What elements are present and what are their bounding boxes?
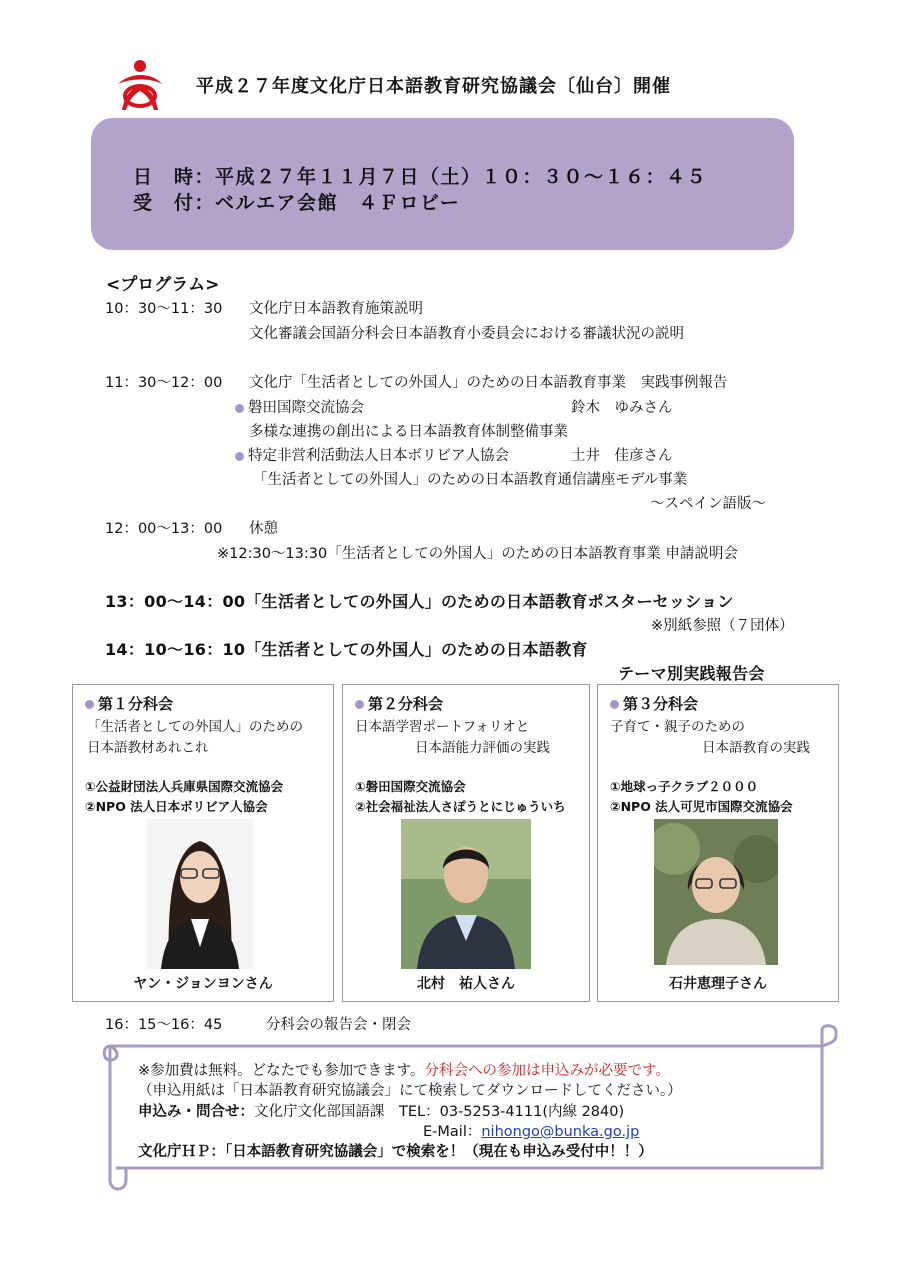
session-time: 16：15～16：45 [105,1017,223,1033]
contact-line: 申込み・問合せ：文化庁文化部国語課 TEL：03-5253-4111(内線 2840) [138,1104,625,1120]
hp-line: 文化庁ＨＰ：「日本語教育研究協議会」で検索を！（現在も申込み受付中！！） [138,1144,653,1160]
breakout-session: 14：10～16：10「生活者としての外国人」のための日本語教育 [105,640,588,659]
session-box-org: ①地球っ子クラブ２０００ [610,779,759,794]
bullet-icon [610,700,619,709]
form-notice: （申込用紙は「日本語教育研究協議会」にて検索してダウンロードしてください。） [138,1083,682,1099]
email-line: E-Mail：nihongo@bunka.go.jp [423,1124,640,1140]
registration-required-notice: 分科会への参加は申込みが必要です。 [424,1063,670,1079]
session-note: ※12:30～13:30「生活者としての外国人」のための日本語教育事業 申請説明会 [217,546,738,562]
email-link[interactable]: nihongo@bunka.go.jp [481,1124,640,1140]
bullet-icon [235,452,244,461]
presenter-project-edition: ～スペイン語版～ [650,496,766,512]
poster-session: 13：00～14：00「生活者としての外国人」のための日本語教育ポスターセッション [105,592,734,611]
session-box-desc: 日本語能力評価の実践 [415,740,550,756]
session-box-org: ①磐田国際交流協会 [355,779,466,794]
session-title: 休憩 [249,521,278,537]
speaker-name: ヤン・ジョンヨンさん [133,976,273,992]
speaker-photo [401,819,531,969]
speaker-photo [147,819,253,969]
session-title: 文化庁日本語教育施策説明 [249,301,423,317]
speaker-name: 石井恵理子さん [669,976,767,992]
bullet-icon [235,404,244,413]
session-box-desc: 日本語教材あれこれ [87,740,209,756]
bullet-icon [355,700,364,709]
session-box-3 [597,684,839,1002]
session-box-title: 第３分科会 [610,693,698,714]
session-box-2 [342,684,590,1002]
session-box-title: 第２分科会 [355,693,443,714]
session-time: 11：30～12：00 [105,375,223,391]
session-box-title: 第１分科会 [85,693,173,714]
breakout-session-subtitle: テーマ別実践報告会 [618,664,765,683]
session-time: 12：00～13：00 [105,521,223,537]
session-title: 文化庁「生活者としての外国人」のための日本語教育事業 実践事例報告 [249,375,728,391]
session-box-desc: 「生活者としての外国人」のための [87,719,303,735]
session-box-org: ①公益財団法人兵庫県国際交流協会 [85,779,284,794]
poster-session-note: ※別紙参照（７団体） [651,618,794,634]
session-subtitle: 文化審議会国語分科会日本語教育小委員会における審議状況の説明 [249,326,684,342]
presenter-project: 多様な連携の創出による日本語教育体制整備事業 [249,424,568,440]
session-title: 分科会の報告会・閉会 [266,1017,411,1033]
session-box-org: ②NPO 法人可児市国際交流協会 [610,799,793,814]
fee-notice: ※参加費は無料。どなたでも参加できます。分科会への参加は申込みが必要です。 [138,1063,670,1079]
speaker-name: 北村 祐人さん [417,976,515,992]
event-date: 日 時：平成２７年１１月７日（土）１０：３０～１６：４５ [133,166,708,188]
presenter-org: 特定非営利活動法人日本ボリビア人協会 [235,444,509,465]
bullet-icon [85,700,94,709]
session-box-org: ②NPO 法人日本ボリビア人協会 [85,799,268,814]
event-venue: 受 付：ベルエア会館 ４Ｆロビー [133,192,461,214]
session-box-desc: 子育て・親子のための [610,719,745,735]
document-title: 平成２７年度文化庁日本語教育研究協議会〔仙台〕開催 [196,76,671,97]
bunkacho-logo-icon [112,58,168,114]
session-box-desc: 日本語学習ポートフォリオと [355,719,530,735]
event-banner [91,118,794,250]
session-time: 10：30～11：30 [105,301,223,317]
session-box-desc: 日本語教育の実践 [702,740,810,756]
presenter-org: 磐田国際交流協会 [235,396,364,417]
session-box-1 [72,684,334,1002]
session-box-org: ②社会福祉法人さぽうとにじゅういち [355,799,566,814]
speaker-photo [654,819,778,965]
presenter-name: 土井 佳彦さん [571,448,673,464]
presenter-name: 鈴木 ゆみさん [571,400,673,416]
program-heading: <プログラム> [106,275,220,295]
presenter-project: 「生活者としての外国人」のための日本語教育通信講座モデル事業 [253,472,688,488]
